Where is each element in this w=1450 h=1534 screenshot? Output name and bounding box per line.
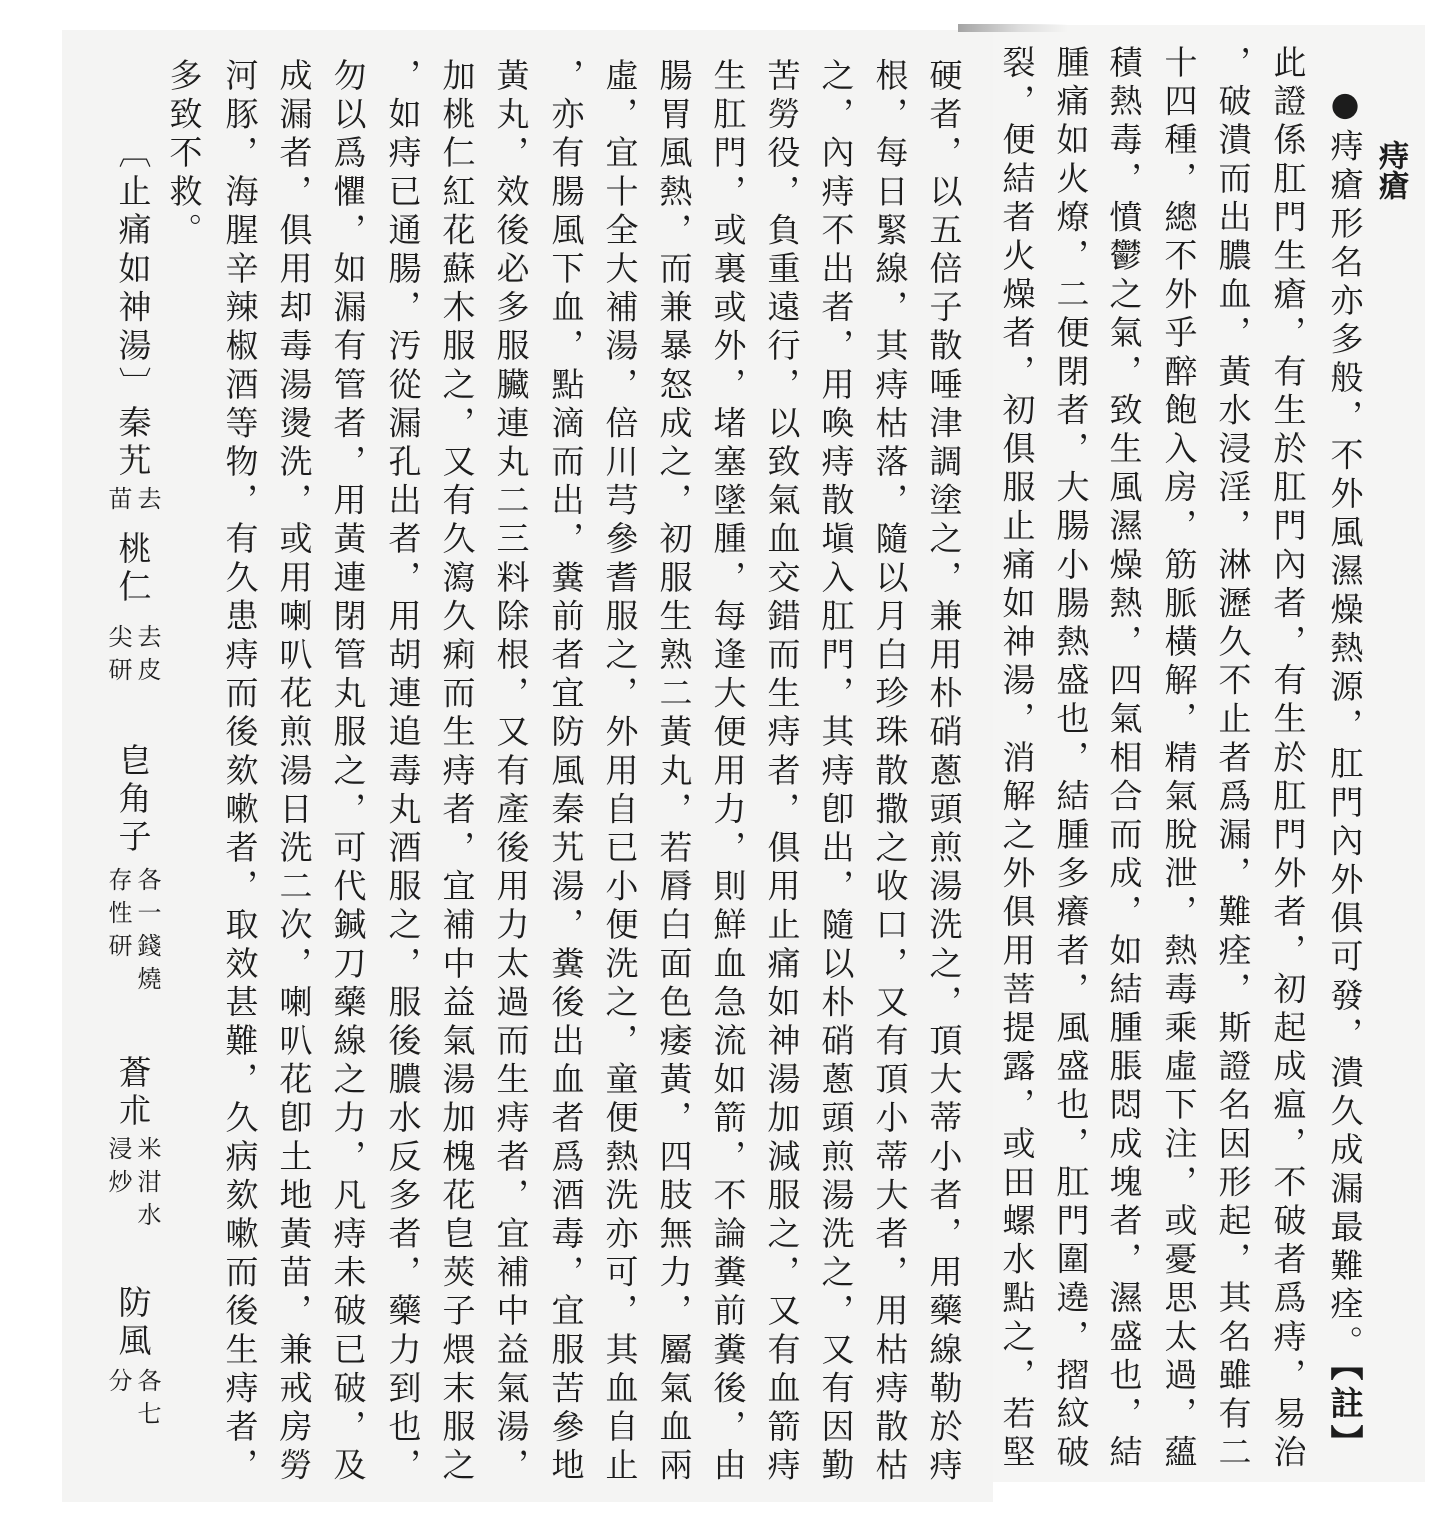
ingredient-name: 蒼朮 <box>113 1055 153 1131</box>
ingredient-note-line: 分 <box>104 1368 132 1401</box>
commentary-column: 此證係肛門生瘡，有生於肛門內者，有生於肛門外者，初起成瘟，不破者爲痔，易治 <box>1268 45 1308 1474</box>
ingredient-note-line: 存性研 <box>104 867 132 966</box>
ingredient-note-line: 浸炒 <box>104 1136 132 1202</box>
commentary-column: 硬者，以五倍子散唾津調塗之，兼用朴硝蔥頭煎湯洗之，頂大蒂小者，用藥線勒於痔 <box>924 58 964 1487</box>
commentary-column: 腸胃風熱，而兼暴怒成之，初服生熟二黃丸，若脣白面色痿黃，四肢無力，屬氣血兩 <box>654 58 694 1487</box>
commentary-column: 積熱毒，憤鬱之氣，致生風濕燥熱，四氣相合而成，如結腫脹悶成塊者，濕盛也，結 <box>1104 45 1144 1474</box>
commentary-column: ，亦有腸風下血，點滴而出，糞前者宜防風秦艽湯，糞後出血者爲酒毒，宜服苦參地 <box>546 58 586 1487</box>
verse-column <box>1325 84 1365 1464</box>
verse-text: ●痔瘡形名亦多般，不外風濕燥熱源，肛門內外俱可發，潰久成漏最難痊。 <box>1325 84 1365 1364</box>
commentary-column: 虛，宜十全大補湯，倍川芎參耆服之，外用自已小便洗之，童便熱洗亦可，其血自止 <box>600 58 640 1487</box>
ingredient-note-line: 苗 <box>104 486 132 519</box>
commentary-column: 十四種，總不外乎醉飽入房，筋脈橫解，精氣脫泄，熱毒乘虛下注，或憂思太過，蘊 <box>1159 45 1199 1474</box>
ingredient-name: 秦艽 <box>113 405 153 481</box>
ingredient-note-line: 各七 <box>133 1368 161 1434</box>
commentary-column: 裂，便結者火燥者，初俱服止痛如神湯，消解之外俱用菩提露，或田螺水點之，若堅 <box>997 45 1037 1474</box>
commentary-column: 河豚，海腥辛辣椒酒等物，有久患痔而後欬嗽者，取效甚難，久病欬嗽而後生痔者， <box>220 58 260 1487</box>
commentary-column: 生肛門，或裏或外，堵塞墜腫，每逢大便用力，則鮮血急流如箭，不論糞前糞後，由 <box>708 58 748 1487</box>
ingredient-note-line: 去皮 <box>133 624 161 690</box>
commentary-column: 多致不救。 <box>164 58 204 251</box>
commentary-column: 加桃仁紅花蘇木服之，又有久瀉久痢而生痔者，宜補中益氣湯加槐花皀莢子煨末服之 <box>437 58 477 1487</box>
ingredient-note-line: 去 <box>133 486 161 519</box>
commentary-column: ，如痔已通腸，汚從漏孔出者，用胡連追毒丸酒服之，服後膿水反多者，藥力到也， <box>383 58 423 1487</box>
scan-edge-shadow <box>958 24 1068 32</box>
ingredient-note-line: 尖研 <box>104 624 132 690</box>
ingredient-name: 防風 <box>113 1285 153 1361</box>
ingredient-name: 皀角子 <box>113 743 153 857</box>
commentary-column: 苦勞役，負重遠行，以致氣血交錯而生痔者，俱用止痛如神湯加減服之，又有血箭痔 <box>762 58 802 1487</box>
commentary-column: 根，每日緊線，其痔枯落，隨以月白珍珠散撒之收口，又有頂小蒂大者，用枯痔散枯 <box>870 58 910 1487</box>
formula-name: 〔止痛如神湯〕 <box>113 135 153 406</box>
ingredient-name: 桃仁 <box>113 531 153 607</box>
commentary-column: 之，內痔不出者，用喚痔散塡入肛門，其痔卽出，隨以朴硝蔥頭煎湯洗之，又有因勤 <box>816 58 856 1487</box>
section-title: 痔瘡 <box>1373 140 1408 200</box>
note-marker: 【註】 <box>1325 1363 1365 1464</box>
commentary-column: 勿以爲懼，如漏有管者，用黃連閉管丸服之，可代鍼刀藥線之力，凡痔未破已破，及 <box>328 58 368 1487</box>
ingredient-note-line: 各一錢燒 <box>133 867 161 999</box>
commentary-column: 腫痛如火燎，二便閉者，大腸小腸熱盛也，結腫多癢者，風盛也，肛門圍遶，摺紋破 <box>1051 45 1091 1474</box>
commentary-column: 黃丸，效後必多服臟連丸二三料除根，又有產後用力太過而生痔者，宜補中益氣湯， <box>491 58 531 1487</box>
ingredient-note-line: 米泔水 <box>133 1136 161 1235</box>
commentary-column: ，破潰而出膿血，黃水浸淫，淋瀝久不止者爲漏，難痊，斯證名因形起，其名雖有二 <box>1213 45 1253 1474</box>
commentary-column: 成漏者，俱用却毒湯燙洗，或用喇叭花煎湯日洗二次，喇叭花卽土地黃苗，兼戒房勞 <box>274 58 314 1487</box>
